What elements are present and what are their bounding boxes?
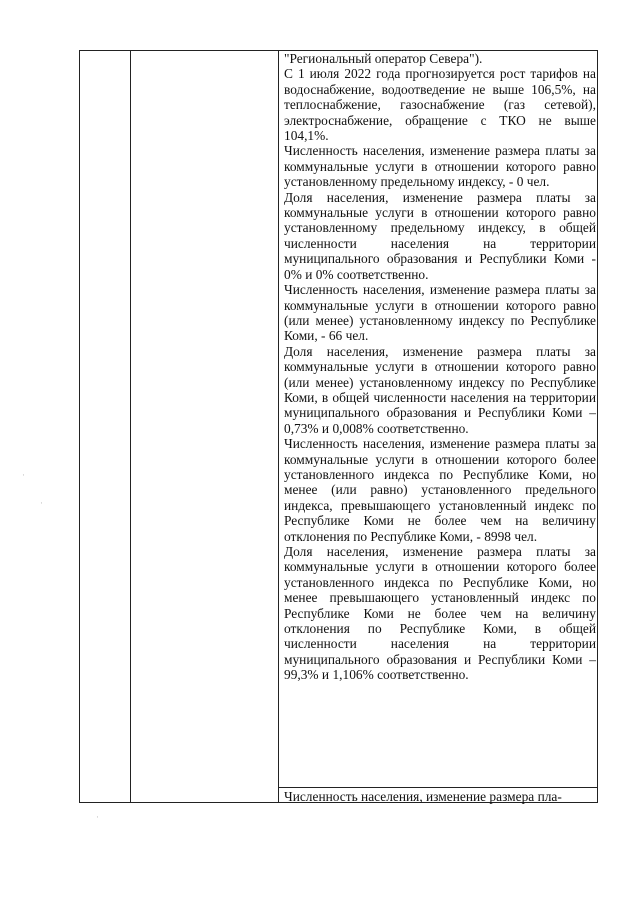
scan-speck: · <box>22 470 25 480</box>
paragraph: Доля населения, изменение размера платы за коммунальные услуги в отношении которого равно (или менее) установленному индексу по Республике Коми, в общей численности населения на территории муниципального образования и Республики Коми – 0,73% и 0,008% соответственно. <box>284 343 596 436</box>
paragraph: С 1 июля 2022 года прогнозируется рост тарифов на водоснабжение, водоотведение не выше 106,5%, на теплоснабжение, газоснабжение (газ сетевой), электроснабжение, обращение с ТКО не выше 104,1%. <box>284 66 596 144</box>
table-cell-text <box>284 51 596 683</box>
next-row-text: Численность населения, изменение размера пла- <box>284 789 562 804</box>
paragraph: Численность населения, изменение размера платы за коммунальные услуги в отношении которого более установленного индекса по Республике Коми, но менее (или равно) установленного предельного индекса, превышающего установленный индекс по Республике Коми не более чем на величину отклонения по Республике Коми, - 8998 чел. <box>284 436 596 544</box>
paragraph: Численность населения, изменение размера платы за коммунальные услуги в отношении которого равно (или менее) установленному индексу по Республике Коми, - 66 чел. <box>284 282 596 344</box>
paragraph: Доля населения, изменение размера платы за коммунальные услуги в отношении которого равно установленному предельному индексу, в общей численности населения на территории муниципального образования и Республики Коми - 0% и 0% соответственно. <box>284 189 596 282</box>
column-divider <box>130 51 131 802</box>
column-divider <box>278 51 279 802</box>
paragraph: Доля населения, изменение размера платы за коммунальные услуги в отношении которого более установленного индекса по Республике Коми, но менее превышающего установленный индекс по Республике Коми не более чем на величину отклонения по Республике Коми, в общей численности населения на территории муниципального образования и Республики Коми – 99,3% и 1,106% соответственно. <box>284 544 596 683</box>
paragraph: "Региональный оператор Севера"). <box>284 51 483 66</box>
row-divider <box>278 787 597 788</box>
scan-speck: · <box>96 812 99 822</box>
paragraph: Численность населения, изменение размера платы за коммунальные услуги в отношении которого равно установленному предельному индексу, - 0 чел. <box>284 143 596 190</box>
scan-speck: · <box>40 498 43 508</box>
